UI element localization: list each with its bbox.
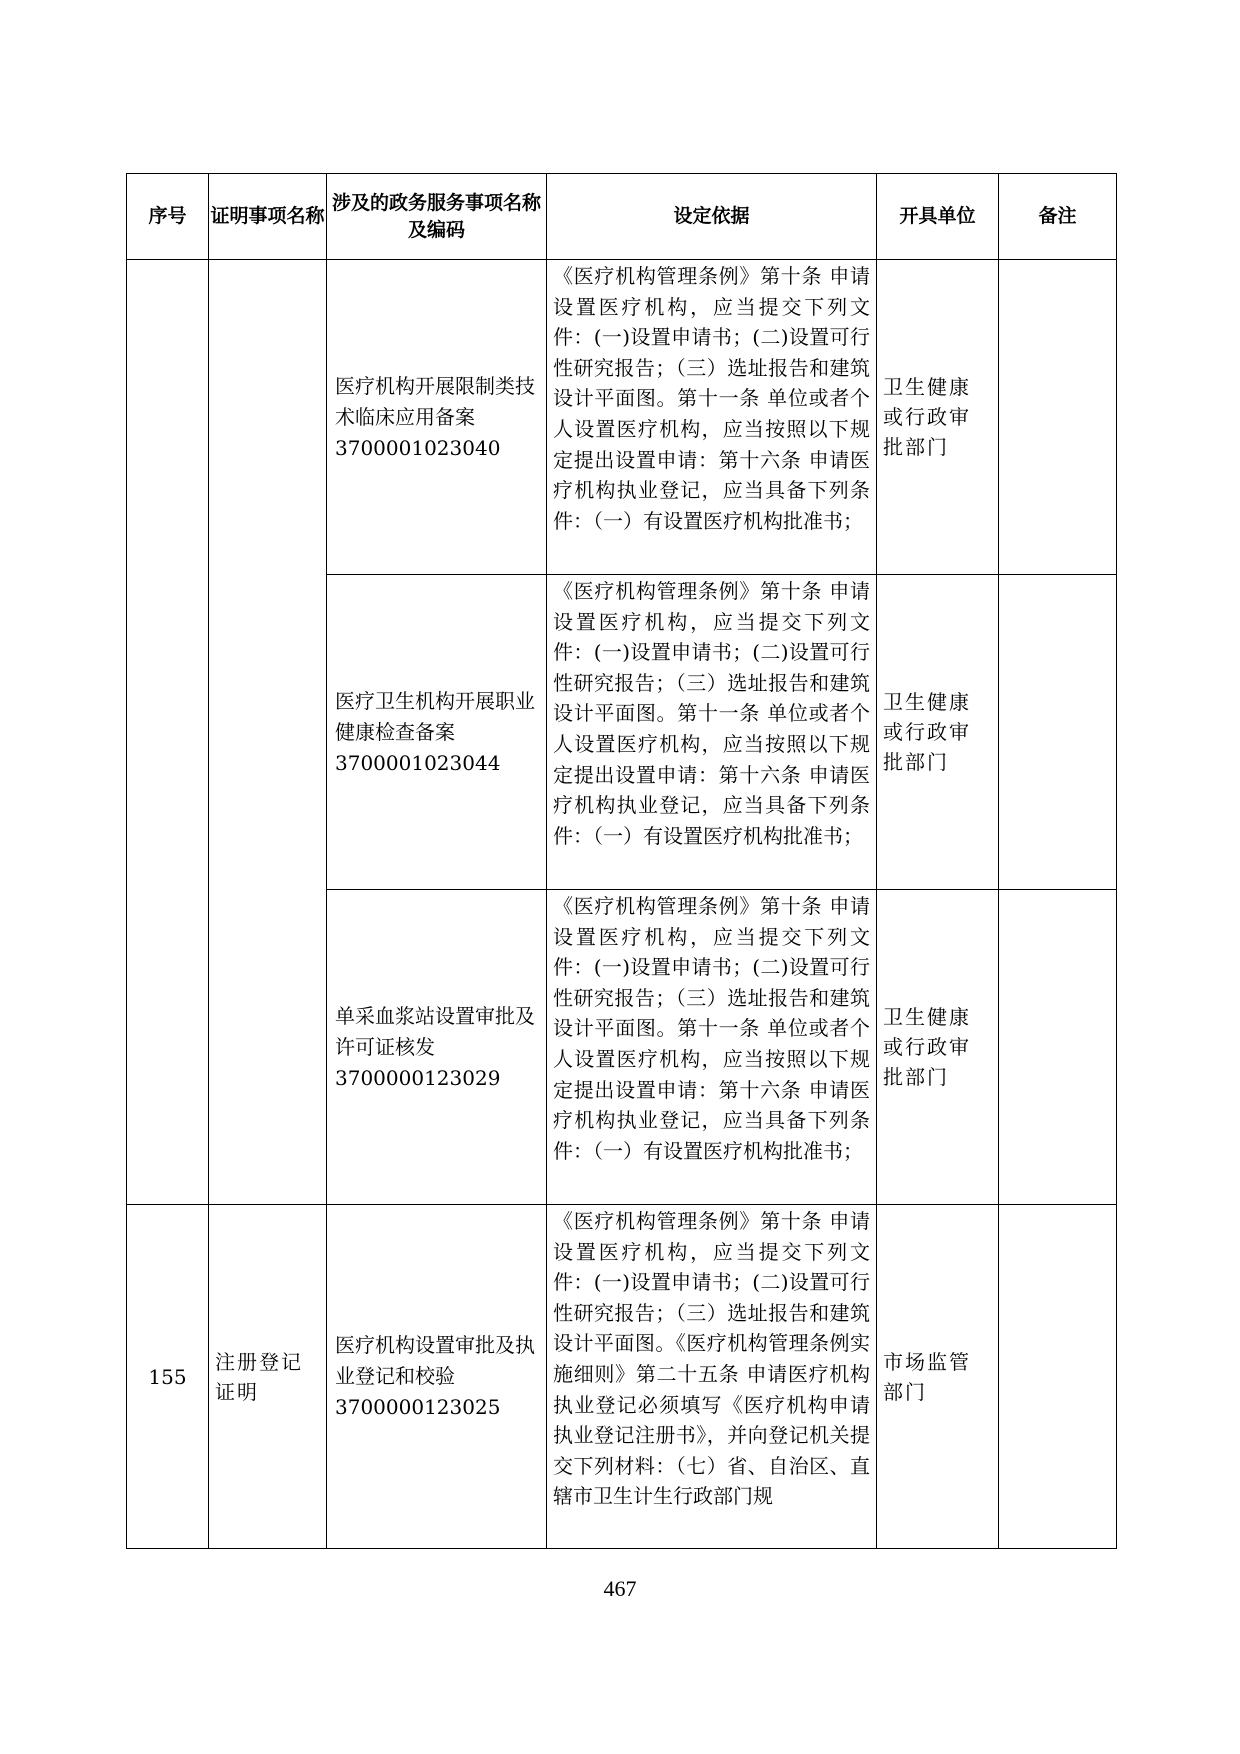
table-row [127,1205,1117,1549]
service-name: 医疗卫生机构开展职业健康检查备案 [335,688,535,744]
basis-cell: 《医疗机构管理条例》第十条 申请设置医疗机构，应当提交下列文件：(一)设置申请书；(二)设置可行性研究报告；（三）选址报告和建筑设计平面图。第十一条 单位或者个人设置医疗机构，应当按照以下规定提出设置申请：第十六条 申请医疗机构执业登记，应当具备下列条件：（一）有设置医疗机构批准书； [547,890,877,1205]
header-service-item: 涉及的政务服务事项名称及编码 [327,174,547,260]
header-row [127,174,1117,260]
certification-table [126,173,1117,1549]
service-name: 医疗机构开展限制类技术临床应用备案 [335,373,535,429]
header-cert-name: 证明事项名称 [209,174,327,260]
page-number: 467 [603,1576,637,1601]
basis-cell: 《医疗机构管理条例》第十条 申请设置医疗机构，应当提交下列文件：(一)设置申请书；(二)设置可行性研究报告；（三）选址报告和建筑设计平面图。第十一条 单位或者个人设置医疗机构，应当按照以下规定提出设置申请：第十六条 申请医疗机构执业登记，应当具备下列条件：（一）有设置医疗机构批准书； [547,260,877,575]
service-name: 单采血浆站设置审批及许可证核发 [335,1003,535,1059]
remark-cell [999,890,1117,1205]
service-item-cell [327,575,547,890]
service-name: 医疗机构设置审批及执业登记和校验 [335,1333,535,1388]
service-code: 3700001023044 [335,750,501,775]
service-item-cell [327,260,547,575]
issuer-cell: 卫生健康或行政审批部门 [877,575,999,890]
basis-cell: 《医疗机构管理条例》第十条 申请设置医疗机构，应当提交下列文件：(一)设置申请书；(二)设置可行性研究报告；（三）选址报告和建筑设计平面图。《医疗机构管理条例实施细则》第二十五条 申请医疗机构执业登记必须填写《医疗机构申请执业登记注册书》，并向登记机关提交下列材料：（七）省、自治区、直辖市卫生计生行政部门规 [547,1205,877,1549]
seq-cell [127,260,209,1205]
header-seq: 序号 [127,174,209,260]
header-issuer: 开具单位 [877,174,999,260]
cert-name-cell [209,260,327,1205]
table-row [127,260,1117,575]
remark-cell [999,1205,1117,1549]
service-code: 3700000123025 [335,1395,501,1419]
header-remark: 备注 [999,174,1117,260]
service-code: 3700001023040 [335,435,501,460]
issuer-cell: 卫生健康或行政审批部门 [877,890,999,1205]
basis-cell: 《医疗机构管理条例》第十条 申请设置医疗机构，应当提交下列文件：(一)设置申请书；(二)设置可行性研究报告；（三）选址报告和建筑设计平面图。第十一条 单位或者个人设置医疗机构，应当按照以下规定提出设置申请：第十六条 申请医疗机构执业登记，应当具备下列条件：（一）有设置医疗机构批准书； [547,575,877,890]
header-basis: 设定依据 [547,174,877,260]
service-item-cell [327,890,547,1205]
service-code: 3700000123029 [335,1065,501,1090]
remark-cell [999,260,1117,575]
seq-cell: 155 [127,1205,209,1549]
remark-cell [999,575,1117,890]
issuer-cell: 市场监管部门 [877,1205,999,1549]
service-item-cell [327,1205,547,1549]
issuer-cell: 卫生健康或行政审批部门 [877,260,999,575]
cert-name-cell: 注册登记证明 [209,1205,327,1549]
